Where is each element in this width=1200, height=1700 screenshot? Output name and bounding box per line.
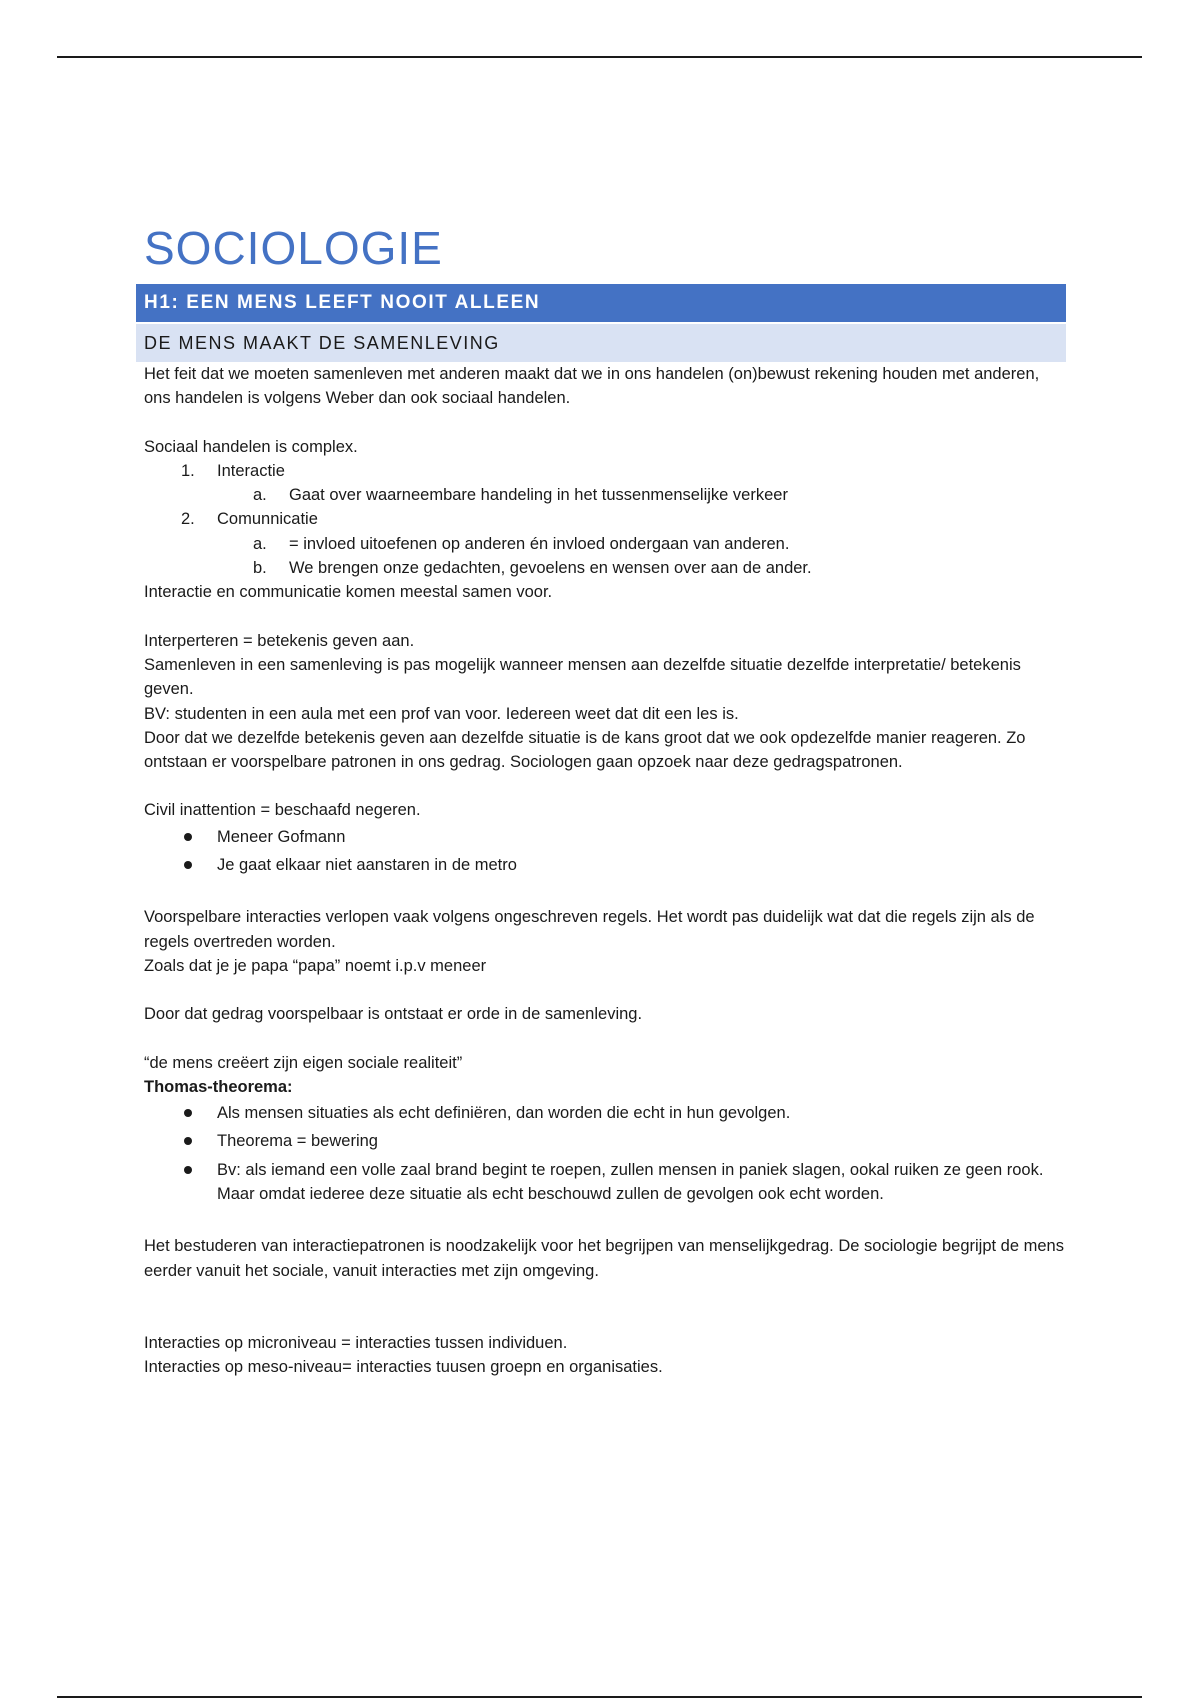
sub-list-text: Gaat over waarneembare handeling in het tussenmenselijke verkeer bbox=[289, 486, 788, 505]
footer-rule bbox=[57, 1696, 1142, 1698]
sub-list bbox=[144, 483, 1066, 507]
bullet-icon bbox=[184, 1137, 192, 1145]
bullet-item: Als mensen situaties als echt definiëren, dan worden die echt in hun gevolgen. bbox=[144, 1101, 1066, 1125]
header-rule bbox=[57, 56, 1142, 58]
paragraph: Interperteren = betekenis geven aan. bbox=[144, 631, 415, 650]
sub-list-text: We brengen onze gedachten, gevoelens en wensen over aan de ander. bbox=[289, 559, 812, 578]
paragraph: Door dat we dezelfde betekenis geven aan dezelfde situatie is de kans groot dat we ook opdezelfde manier reageren. Zo ontstaan er voorspelbare patronen in ons gedrag. Sociologen gaan opzoek naar deze gedragspatronen. bbox=[144, 728, 1026, 772]
paragraph: Interacties op microniveau = interacties tussen individuen. bbox=[144, 1333, 568, 1352]
bullet-item: Je gaat elkaar niet aanstaren in de metro bbox=[144, 853, 1066, 877]
paragraph: BV: studenten in een aula met een prof van voor. Iedereen weet dat dit een les is. bbox=[144, 704, 739, 723]
section-heading: DE MENS MAAKT DE SAMENLEVING bbox=[136, 324, 1066, 362]
list-number: 2. bbox=[181, 510, 195, 529]
numbered-list bbox=[144, 459, 1066, 580]
sub-list-letter: a. bbox=[253, 534, 267, 553]
paragraph: Voorspelbare interacties verlopen vaak volgens ongeschreven regels. Het wordt pas duidelijk wat dat die regels zijn als de regels overtreden worden. bbox=[144, 908, 1035, 951]
bullet-icon bbox=[184, 833, 192, 841]
paragraph: Zoals dat je je papa “papa” noemt i.p.v meneer bbox=[144, 956, 487, 975]
sub-list-text: = invloed uitoefenen op anderen én invloed ondergaan van anderen. bbox=[289, 534, 790, 553]
paragraph: Het feit dat we moeten samenleven met anderen maakt dat we in ons handelen (on)bewust rekening houden met anderen, ons handelen is volgens Weber dan ook sociaal handelen. bbox=[144, 365, 1040, 408]
bullet-list bbox=[144, 1101, 1066, 1206]
list-item bbox=[144, 459, 1066, 483]
bold-heading: Thomas-theorema: bbox=[144, 1077, 293, 1096]
sub-list-item bbox=[144, 483, 1066, 507]
paragraph: Sociaal handelen is complex. bbox=[144, 437, 358, 456]
sub-list-item bbox=[144, 556, 1066, 580]
sub-list-letter: a. bbox=[253, 486, 267, 505]
bullet-item: Meneer Gofmann bbox=[144, 825, 1066, 849]
document-body bbox=[136, 362, 1066, 1380]
document-page bbox=[136, 220, 1066, 1380]
paragraph: Door dat gedrag voorspelbaar is ontstaat er orde in de samenleving. bbox=[144, 1005, 643, 1024]
bullet-icon bbox=[184, 1166, 192, 1174]
bullet-list bbox=[144, 825, 1066, 878]
sub-list bbox=[144, 532, 1066, 581]
list-item-text: Comunnicatie bbox=[217, 510, 318, 529]
paragraph: Civil inattention = beschaafd negeren. bbox=[144, 801, 421, 820]
paragraph: Het bestuderen van interactiepatronen is noodzakelijk voor het begrijpen van menselijkgedrag. De sociologie begrijpt de mens eerder vanuit het sociale, vanuit interacties met zijn omgeving. bbox=[144, 1237, 1064, 1280]
chapter-heading: H1: EEN MENS LEEFT NOOIT ALLEEN bbox=[136, 284, 1066, 322]
list-item bbox=[144, 507, 1066, 531]
bullet-item: Theorema = bewering bbox=[144, 1129, 1066, 1153]
bullet-icon bbox=[184, 861, 192, 869]
bullet-icon bbox=[184, 1109, 192, 1117]
list-number: 1. bbox=[181, 461, 195, 480]
paragraph: Samenleven in een samenleving is pas mogelijk wanneer mensen aan dezelfde situatie dezelfde interpretatie/ betekenis geven. bbox=[144, 655, 1021, 699]
paragraph: “de mens creëert zijn eigen sociale realiteit” bbox=[144, 1053, 463, 1072]
list-item-text: Interactie bbox=[217, 461, 285, 480]
sub-list-item bbox=[144, 532, 1066, 556]
paragraph: Interactie en communicatie komen meestal samen voor. bbox=[144, 583, 553, 602]
paragraph: Interacties op meso-niveau= interacties tuusen groepn en organisaties. bbox=[144, 1358, 663, 1377]
bullet-item: Bv: als iemand een volle zaal brand begint te roepen, zullen mensen in paniek slagen, ookal ruiken ze geen rook. Maar omdat iederee deze situatie als echt beschouwd zullen de gevolgen ook echt worden. bbox=[144, 1158, 1066, 1207]
document-title: SOCIOLOGIE bbox=[144, 222, 443, 274]
sub-list-letter: b. bbox=[253, 559, 267, 578]
